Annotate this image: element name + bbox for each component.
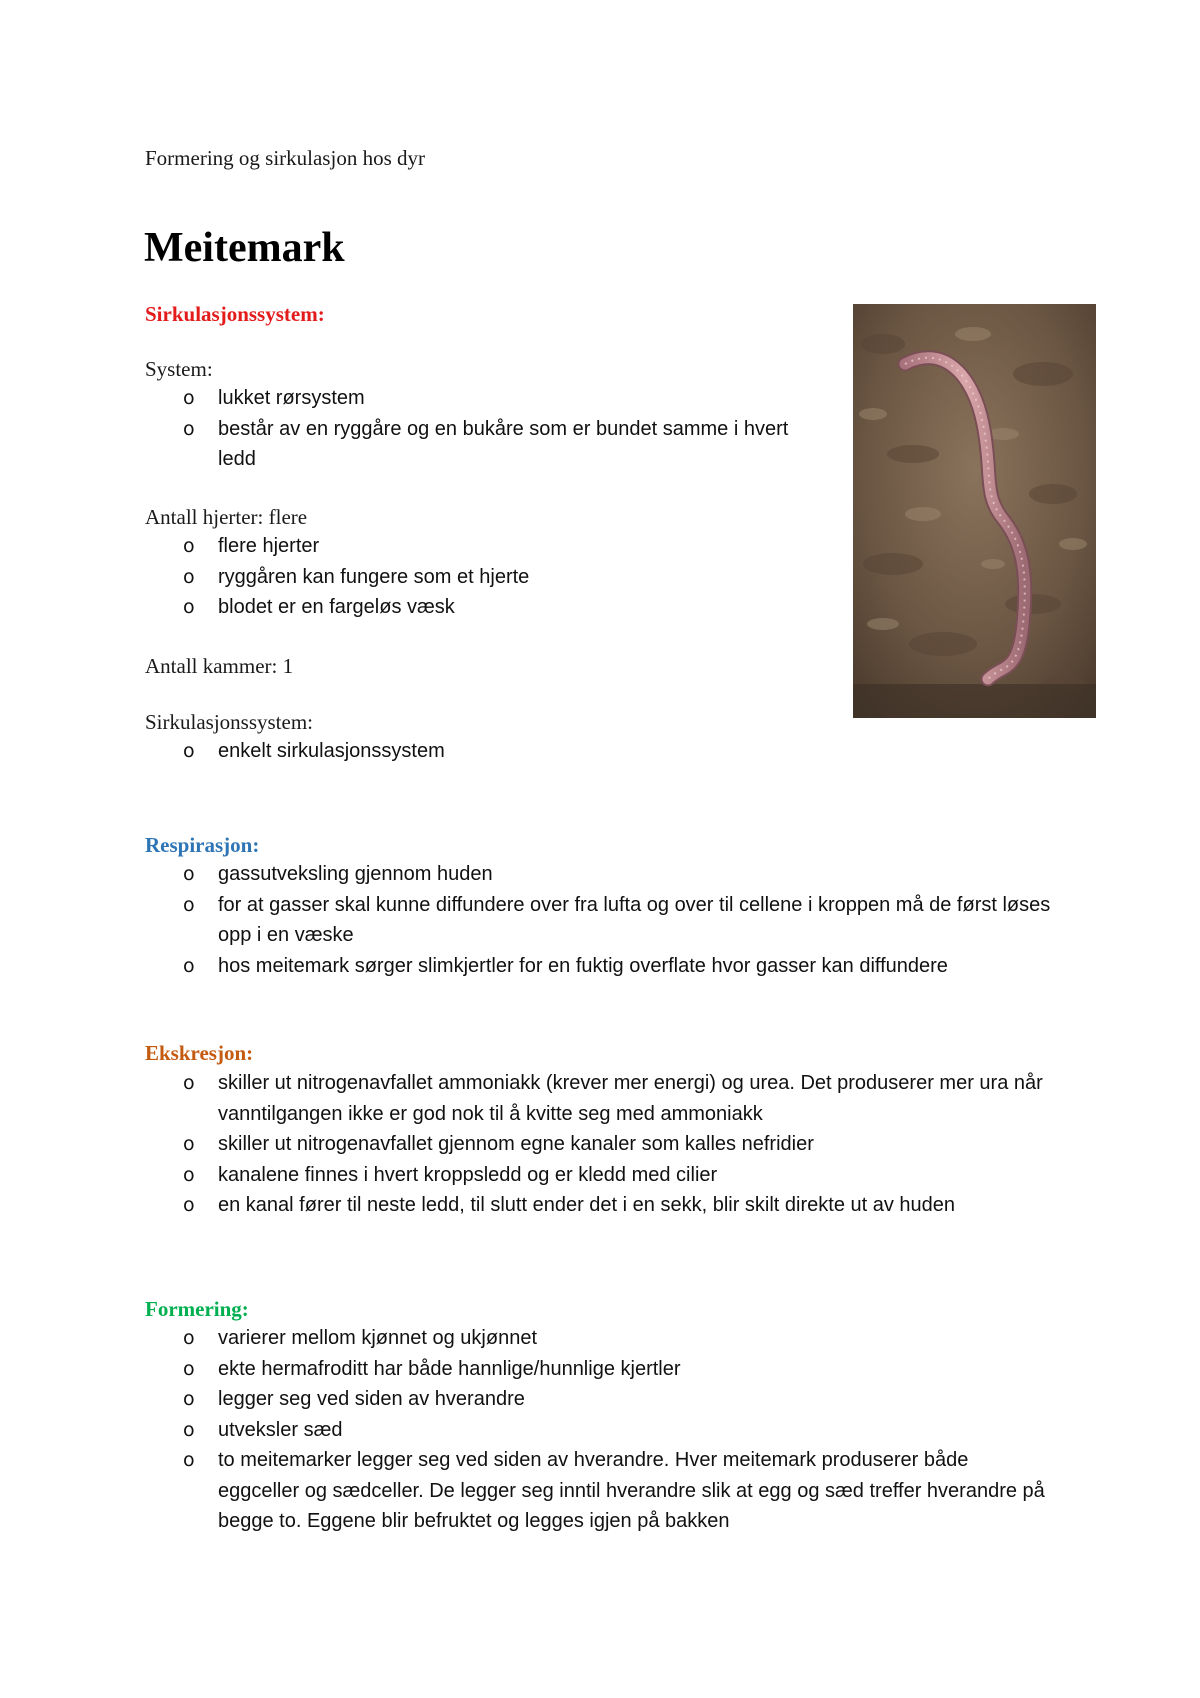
circle-bullet-icon: o — [183, 596, 195, 618]
circle-bullet-icon: o — [183, 1388, 195, 1410]
circle-bullet-icon: o — [183, 1418, 195, 1441]
list-item: o blodet er en fargeløs væsk — [183, 592, 823, 623]
list-item: o lukket rørsystem — [183, 383, 823, 414]
label-sirkulasjonssystem: Sirkulasjonssystem: — [145, 710, 314, 734]
list-sirkulasjonstype — [183, 736, 823, 767]
list-item: o for at gasser skal kunne diffundere over fra lufta og over til cellene i kroppen må de først løses opp i en væske — [183, 890, 1053, 951]
list-item: o skiller ut nitrogenavfallet ammoniakk (krever mer energi) og urea. Det produserer mer ura når vanntilgangen ikke er god nok til å kvitte seg med ammoniakk — [183, 1068, 1063, 1129]
label-system: System: — [145, 357, 213, 381]
circle-bullet-icon: o — [183, 1327, 195, 1349]
circle-bullet-icon: o — [183, 740, 195, 762]
circle-bullet-icon: o — [183, 1133, 195, 1155]
circle-bullet-icon: o — [183, 1194, 195, 1216]
circle-bullet-icon: o — [183, 417, 195, 440]
list-item: o ryggåren kan fungere som et hjerte — [183, 562, 823, 593]
list-formering — [183, 1323, 1053, 1537]
list-respirasjon — [183, 859, 1053, 981]
list-item: o ekte hermafroditt har både hannlige/hunnlige kjertler — [183, 1354, 1053, 1385]
list-item: o legger seg ved siden av hverandre — [183, 1384, 1053, 1415]
circle-bullet-icon: o — [183, 1357, 195, 1380]
list-item: o to meitemarker legger seg ved siden av hverandre. Hver meitemark produserer både eggceller og sædceller. De legger seg inntil hverandre slik at egg og sæd treffer hverandre på begge to. Eggene blir befruktet og legges igjen på bakken — [183, 1445, 1053, 1537]
list-hjerter — [183, 531, 823, 623]
heading-respirasjon: Respirasjon: — [145, 833, 260, 857]
earthworm-photo — [853, 304, 1096, 718]
list-item: o utveksler sæd — [183, 1415, 1053, 1446]
heading-ekskresjon: Ekskresjon: — [145, 1041, 254, 1065]
label-antall-kammer: Antall kammer: 1 — [145, 654, 294, 678]
circle-bullet-icon: o — [183, 535, 195, 557]
circle-bullet-icon: o — [183, 954, 195, 977]
list-item: o flere hjerter — [183, 531, 823, 562]
circle-bullet-icon: o — [183, 863, 195, 885]
heading-formering: Formering: — [145, 1297, 249, 1321]
document-header: Formering og sirkulasjon hos dyr — [145, 146, 425, 170]
list-item: o består av en ryggåre og en bukåre som er bundet samme i hvert ledd — [183, 414, 823, 475]
label-antall-hjerter: Antall hjerter: flere — [145, 505, 308, 529]
list-item: o skiller ut nitrogenavfallet gjennom egne kanaler som kalles nefridier — [183, 1129, 1063, 1160]
circle-bullet-icon: o — [183, 1072, 195, 1094]
circle-bullet-icon: o — [183, 387, 195, 409]
list-item: o gassutveksling gjennom huden — [183, 859, 1053, 890]
list-item: o varierer mellom kjønnet og ukjønnet — [183, 1323, 1053, 1354]
list-system — [183, 383, 823, 475]
list-item: o kanalene finnes i hvert kroppsledd og er kledd med cilier — [183, 1160, 1063, 1191]
circle-bullet-icon: o — [183, 1163, 195, 1186]
heading-sirkulasjon: Sirkulasjonssystem: — [145, 302, 325, 326]
page-title: Meitemark — [144, 225, 345, 271]
circle-bullet-icon: o — [183, 565, 195, 588]
list-item: o en kanal fører til neste ledd, til slutt ender det i en sekk, blir skilt direkte ut av huden — [183, 1190, 1063, 1221]
list-item: o hos meitemark sørger slimkjertler for en fuktig overflate hvor gasser kan diffundere — [183, 951, 1053, 982]
circle-bullet-icon: o — [183, 1449, 195, 1471]
list-item: o enkelt sirkulasjonssystem — [183, 736, 823, 767]
list-ekskresjon — [183, 1068, 1063, 1221]
circle-bullet-icon: o — [183, 893, 195, 916]
